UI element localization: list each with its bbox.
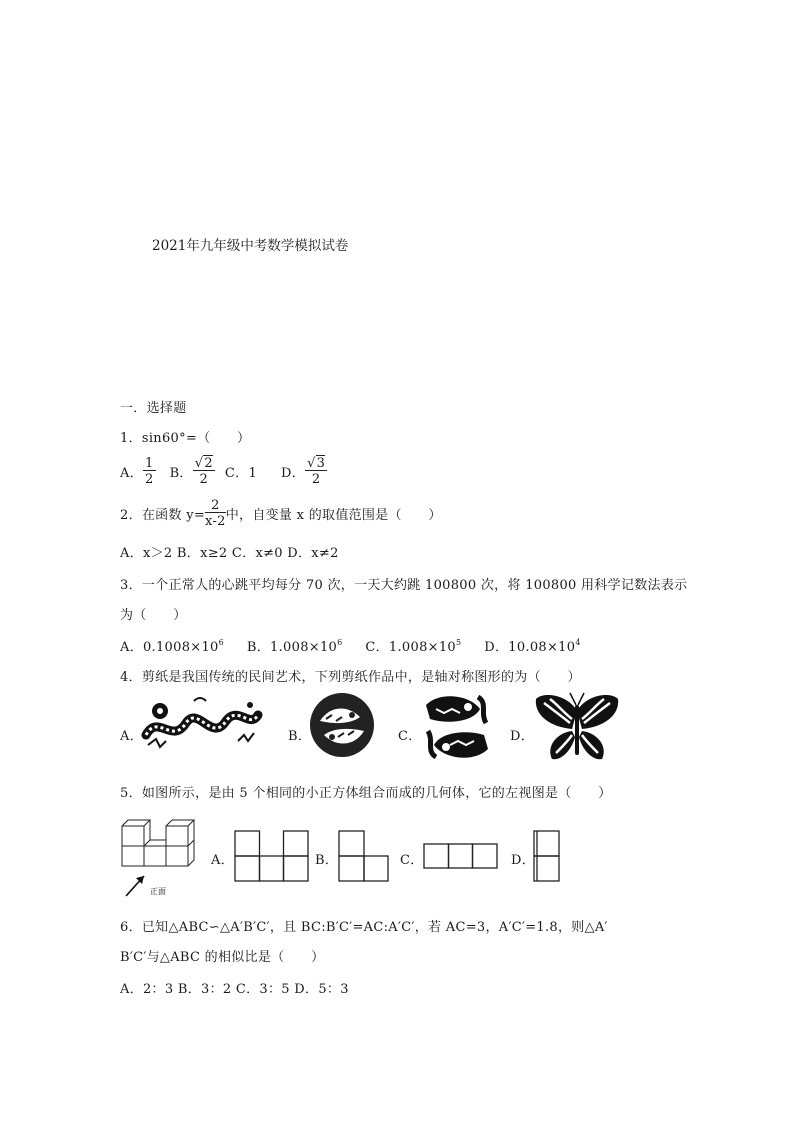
fish-pair-papercut-icon [420, 691, 494, 763]
question-1-stem: 1．sin60°=（ ） [120, 431, 251, 446]
option-a-label: A． [211, 853, 234, 868]
question-2-stem [120, 496, 442, 530]
option-b-fraction [193, 457, 215, 486]
option-a-label: A． [120, 729, 143, 744]
sqrt-icon: √2 [194, 455, 213, 471]
option-b-denominator: 2 [199, 471, 209, 487]
option-d-radicand: 3 [316, 455, 326, 471]
question-3-line2: 为（ ） [120, 608, 187, 623]
dragon-papercut-icon [138, 693, 266, 757]
option-a: A．$0.1008\times 10^6$ [120, 638, 225, 655]
option-a-numerator: 1 [145, 455, 154, 471]
option-a-denominator: 2 [145, 471, 154, 487]
sqrt-icon: √3 [307, 455, 326, 471]
option-d-label: D． [510, 729, 535, 744]
question-6-options: A．2：3 B．3：2 C．3：5 D．5：3 [120, 982, 349, 997]
question-4-stem: 4．剪纸是我国传统的民间艺术，下列剪纸作品中，是轴对称图形的为（ ） [120, 670, 581, 685]
butterfly-papercut-icon [532, 691, 622, 765]
option-b-view-figure [338, 830, 390, 882]
question-6-line1: 6．已知△ABC∽△A′B′C′，且 BC:B′C′=AC:A′C′，若 AC=3，A′C′=1.8，则△A′ [120, 920, 608, 935]
option-c-label: C． [400, 853, 424, 868]
option-a-fraction [143, 457, 156, 486]
section-heading: 一．选择题 [120, 401, 187, 416]
option-c-view-figure [423, 843, 499, 869]
question-2-denominator: x-2 [205, 513, 226, 529]
question-2-options: A．x＞2 B．x≥2 C．x≠0 D．x≠2 [120, 546, 339, 561]
question-5-stem: 5．如图所示，是由 5 个相同的小正方体组合而成的几何体，它的左视图是（ ） [120, 786, 612, 801]
front-label: 正面 [150, 887, 166, 896]
option-b-radicand: 2 [204, 455, 213, 471]
option-d-label: D． [281, 465, 306, 481]
question-6-line2: B′C′与△ABC 的相似比是（ ） [120, 950, 325, 965]
question-2-numerator: 2 [205, 499, 226, 513]
option-d-fraction [305, 457, 327, 486]
option-b: B．$1.008\times 10^6$ [246, 638, 343, 655]
option-a-label: A． [120, 465, 143, 481]
option-b-label: B． [169, 465, 193, 481]
cube-solid-figure [118, 814, 200, 900]
option-d: D．$10.08\times 10^4$ [484, 638, 581, 655]
option-d-denominator: 2 [311, 471, 321, 487]
fish-circle-papercut-icon [308, 691, 376, 759]
question-2-fraction [205, 499, 226, 528]
option-b-label: B． [315, 853, 339, 868]
option-a-view-figure [234, 830, 310, 882]
question-1-options [120, 452, 327, 490]
option-b-label: B． [288, 729, 312, 744]
question-2-post: 中，自变量 x 的取值范围是（ ） [225, 507, 442, 523]
page-title: 2021年九年级中考数学模拟试卷 [152, 238, 349, 254]
question-2-pre: 2．在函数 y= [120, 507, 206, 523]
question-3-line1: 3．一个正常人的心跳平均每分 70 次，一天大约跳 100800 次，将 100800 用科学记数法表示 [120, 578, 688, 593]
question-3-options [120, 636, 581, 655]
option-c: C．1 [224, 465, 258, 481]
option-c-label: C． [398, 729, 422, 744]
option-d-label: D． [511, 853, 536, 868]
option-c: C．$1.008\times 10^5$ [365, 638, 462, 655]
option-d-view-figure [533, 830, 561, 882]
